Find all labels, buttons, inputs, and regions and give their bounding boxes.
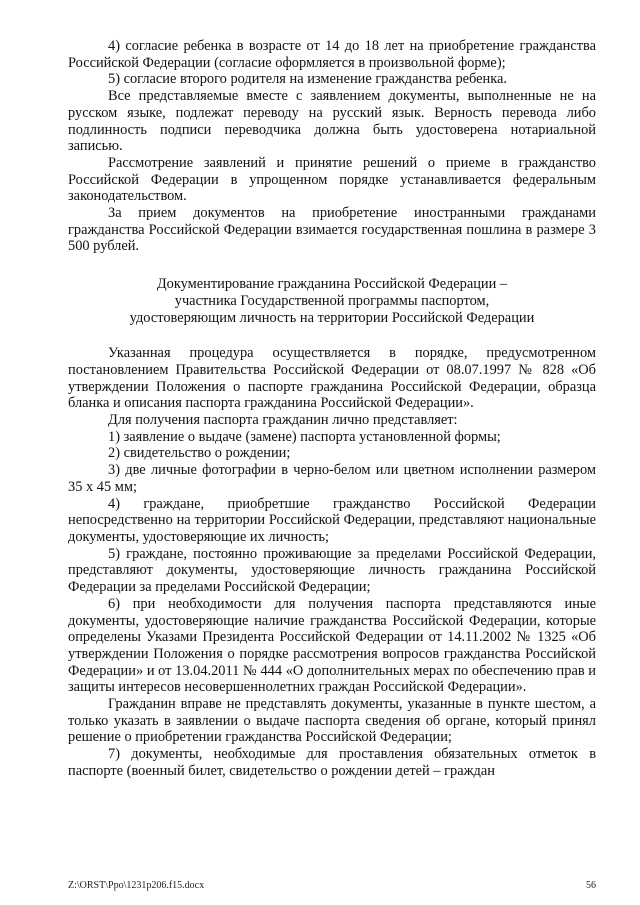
- paragraph-right-not-to-submit: Гражданин вправе не представлять документы, указанные в пункте шестом, а только указать в заявлении о выдаче паспорта сведения об органе, который принял решение о приобретении гражданства Российской Федерации;: [68, 696, 596, 746]
- paragraph-translation: Все представляемые вместе с заявлением документы, выполненные не на русском языке, подлежат переводу на русский язык. Верность перевода либо подлинность подписи переводчика должна быть удостоверена нотариальной записью.: [68, 88, 596, 155]
- section-heading: [68, 276, 596, 326]
- paragraph-consideration: Рассмотрение заявлений и принятие решений о приеме в гражданство Российской Федерации в упрощенном порядке устанавливается федеральным законодательством.: [68, 154, 596, 205]
- paragraph-passport-intro: Для получения паспорта гражданин лично представляет:: [108, 412, 458, 429]
- list-item-other-documents: 6) при необходимости для получения паспорта представляются иные документы, удостоверяющие наличие гражданства Российской Федерации, которые определены Указами Президента Российской Федерации от 14.11.2002 № 1325 «Об утверждении Положения о порядке рассмотрения вопросов гражданства Российской Федерации» и от 13.04.2011 № 444 «О дополнительных мерах по обеспечению прав и защиты интересов несовершеннолетних граждан Российской Федерации».: [68, 595, 596, 696]
- list-item-residents-abroad: 5) граждане, постоянно проживающие за пределами Российской Федерации, представляют документы, удостоверяющие личность гражданина Российской Федерации за пределами Российской Федерации;: [68, 545, 596, 596]
- section-heading-line-2: участника Государственной программы паспортом,: [174, 292, 490, 309]
- list-item-application: 1) заявление о выдаче (замене) паспорта установленной формы;: [108, 428, 501, 445]
- section-heading-line-1: Документирование гражданина Российской Федерации –: [156, 276, 508, 293]
- footer-page-number: 56: [586, 880, 596, 891]
- footer-file-path: Z:\ORST\Ppo\1231p206.f15.docx: [68, 880, 205, 891]
- section-heading-line-3: удостоверяющим личность на территории Российской Федерации: [129, 309, 535, 326]
- list-item-photos: 3) две личные фотографии в черно-белом или цветном исполнении размером 35 х 45 мм;: [68, 462, 596, 495]
- list-item-marks-documents: 7) документы, необходимые для проставления обязательных отметок в паспорте (военный билет, свидетельство о рождении детей – граждан: [68, 746, 596, 779]
- paragraph-consent-parent: 5) согласие второго родителя на изменение гражданства ребенка.: [108, 71, 508, 88]
- paragraph-procedure: Указанная процедура осуществляется в порядке, предусмотренном постановлением Правительства Российской Федерации от 08.07.1997 № 828 «Об утверждении Положения о паспорте гражданина Российской Федерации, образца бланка и описания паспорта гражданина Российской Федерации».: [68, 345, 596, 412]
- paragraph-state-fee: За прием документов на приобретение иностранными гражданами гражданства Российской Федерации взимается государственная пошлина в размере 3 500 рублей.: [68, 205, 596, 255]
- list-item-birth-certificate: 2) свидетельство о рождении;: [108, 445, 291, 462]
- list-item-national-documents: 4) граждане, приобретшие гражданство Российской Федерации непосредственно на территории Российской Федерации, представляют национальные документы, удостоверяющие их личность;: [68, 495, 596, 545]
- paragraph-consent-child: 4) согласие ребенка в возрасте от 14 до 18 лет на приобретение гражданства Российской Федерации (согласие оформляется в произвольной форме);: [68, 38, 596, 71]
- document-page: [68, 38, 596, 780]
